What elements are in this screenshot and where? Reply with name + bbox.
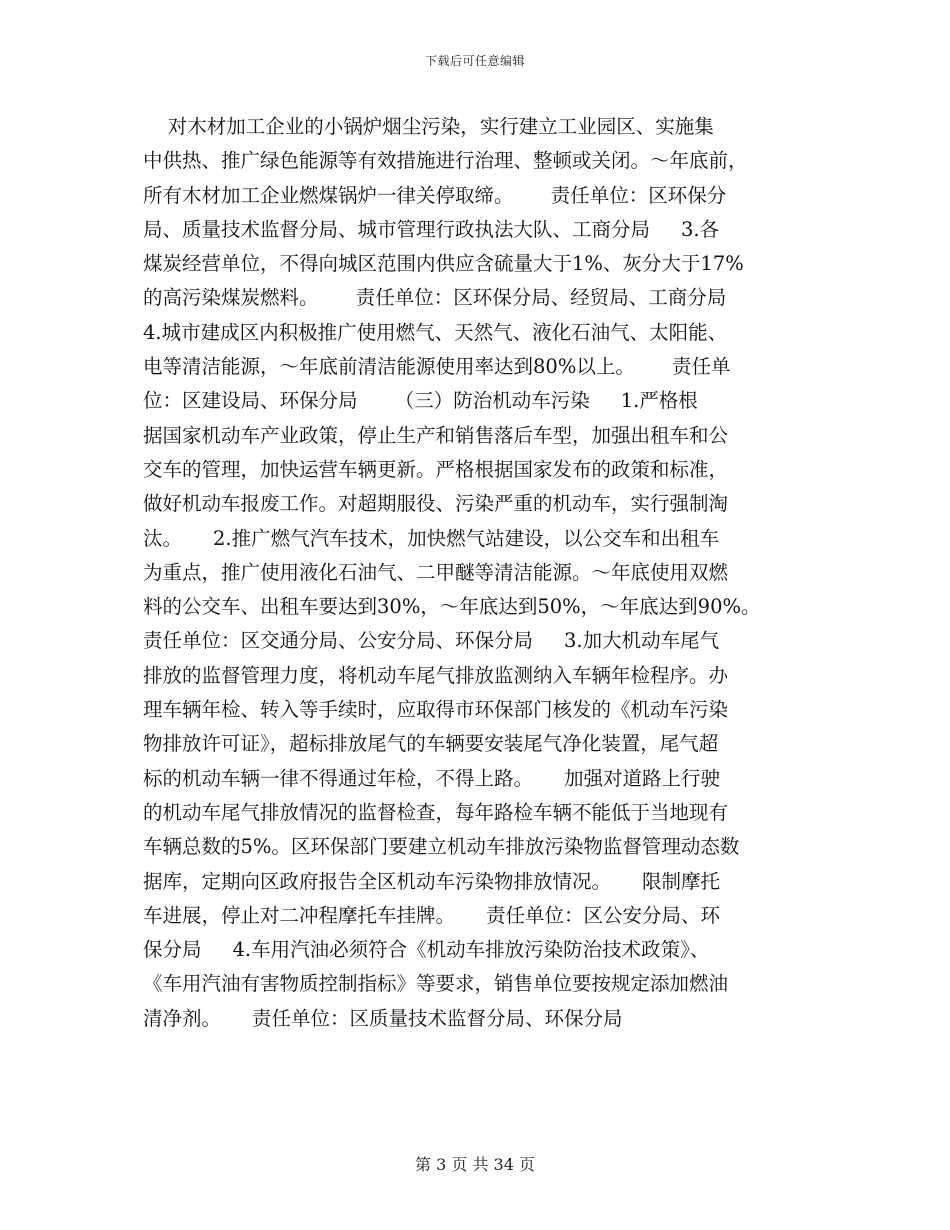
- body-line: 据国家机动车产业政策，停止生产和销售落后车型，加强出租车和公: [143, 423, 729, 447]
- body-line: 汰。 2.推广燃气汽车技术，加快燃气站建设，以公交车和出租车: [143, 526, 720, 550]
- body-line: 据库，定期向区政府报告全区机动车污染物排放情况。 限制摩托: [143, 869, 720, 893]
- body-line: 对木材加工企业的小锅炉烟尘污染，实行建立工业园区、实施集: [143, 115, 714, 138]
- body-line: 中供热、推广绿色能源等有效措施进行治理、整顿或关闭。～年底前，: [143, 149, 748, 173]
- body-line: 为重点，推广使用液化石油气、二甲醚等清洁能源。～年底使用双燃: [143, 560, 729, 584]
- body-line: 的高污染煤炭燃料。 责任单位：区环保分局、经贸局、工商分局: [143, 286, 727, 310]
- body-line: 位：区建设局、环保分局 （三）防治机动车污染 1.严格根: [143, 389, 698, 413]
- body-line: 做好机动车报废工作。对超期服役、污染严重的机动车，实行强制淘: [143, 492, 729, 516]
- body-line: 车辆总数的5%。区环保部门要建立机动车排放污染物监督管理动态数: [143, 835, 740, 859]
- page-number-footer: 第 3 页 共 34 页: [415, 1155, 535, 1174]
- body-line: 物排放许可证》，超标排放尾气的车辆要安装尾气净化装置，尾气超: [143, 732, 719, 756]
- body-line: 料的公交车、出租车要达到30%，～年底达到50%，～年底达到90%。: [143, 595, 761, 619]
- body-line: 4.城市建成区内积极推广使用燃气、天然气、液化石油气、太阳能、: [143, 320, 728, 344]
- body-line: 局、质量技术监督分局、城市管理行政执法大队、工商分局 3.各: [143, 217, 720, 241]
- body-line: 《车用汽油有害物质控制指标》等要求，销售单位要按规定添加燃油: [143, 972, 729, 996]
- document-body: [143, 110, 803, 1036]
- body-line: 排放的监督管理力度，将机动车尾气排放监测纳入车辆年检程序。办: [143, 663, 729, 687]
- body-line: 交车的管理，加快运营车辆更新。严格根据国家发布的政策和标准，: [143, 457, 729, 481]
- body-line: 电等清洁能源，～年底前清洁能源使用率达到80%以上。 责任单: [143, 355, 731, 379]
- body-line: 所有木材加工企业燃煤锅炉一律关停取缔。 责任单位：区环保分: [143, 183, 727, 207]
- body-line: 保分局 4.车用汽油必须符合《机动车排放污染防治技术政策》、: [143, 938, 710, 962]
- body-line: 责任单位：区交通分局、公安分局、环保分局 3.加大机动车尾气: [143, 629, 720, 653]
- body-line: 理车辆年检、转入等手续时，应取得市环保部门核发的《机动车污染: [143, 698, 729, 722]
- header-note: 下载后可任意编辑: [424, 54, 525, 68]
- body-line: 的机动车尾气排放情况的监督检查，每年路检车辆不能低于当地现有: [143, 800, 729, 824]
- body-line: 煤炭经营单位，不得向城区范围内供应含硫量大于1%、灰分大于17%: [143, 252, 744, 276]
- body-line: 车进展，停止对二冲程摩托车挂牌。 责任单位：区公安分局、环: [143, 903, 720, 927]
- body-line: 清净剂。 责任单位：区质量技术监督分局、环保分局: [143, 1006, 623, 1030]
- body-line: 标的机动车辆一律不得通过年检，不得上路。 加强对道路上行驶: [143, 766, 720, 790]
